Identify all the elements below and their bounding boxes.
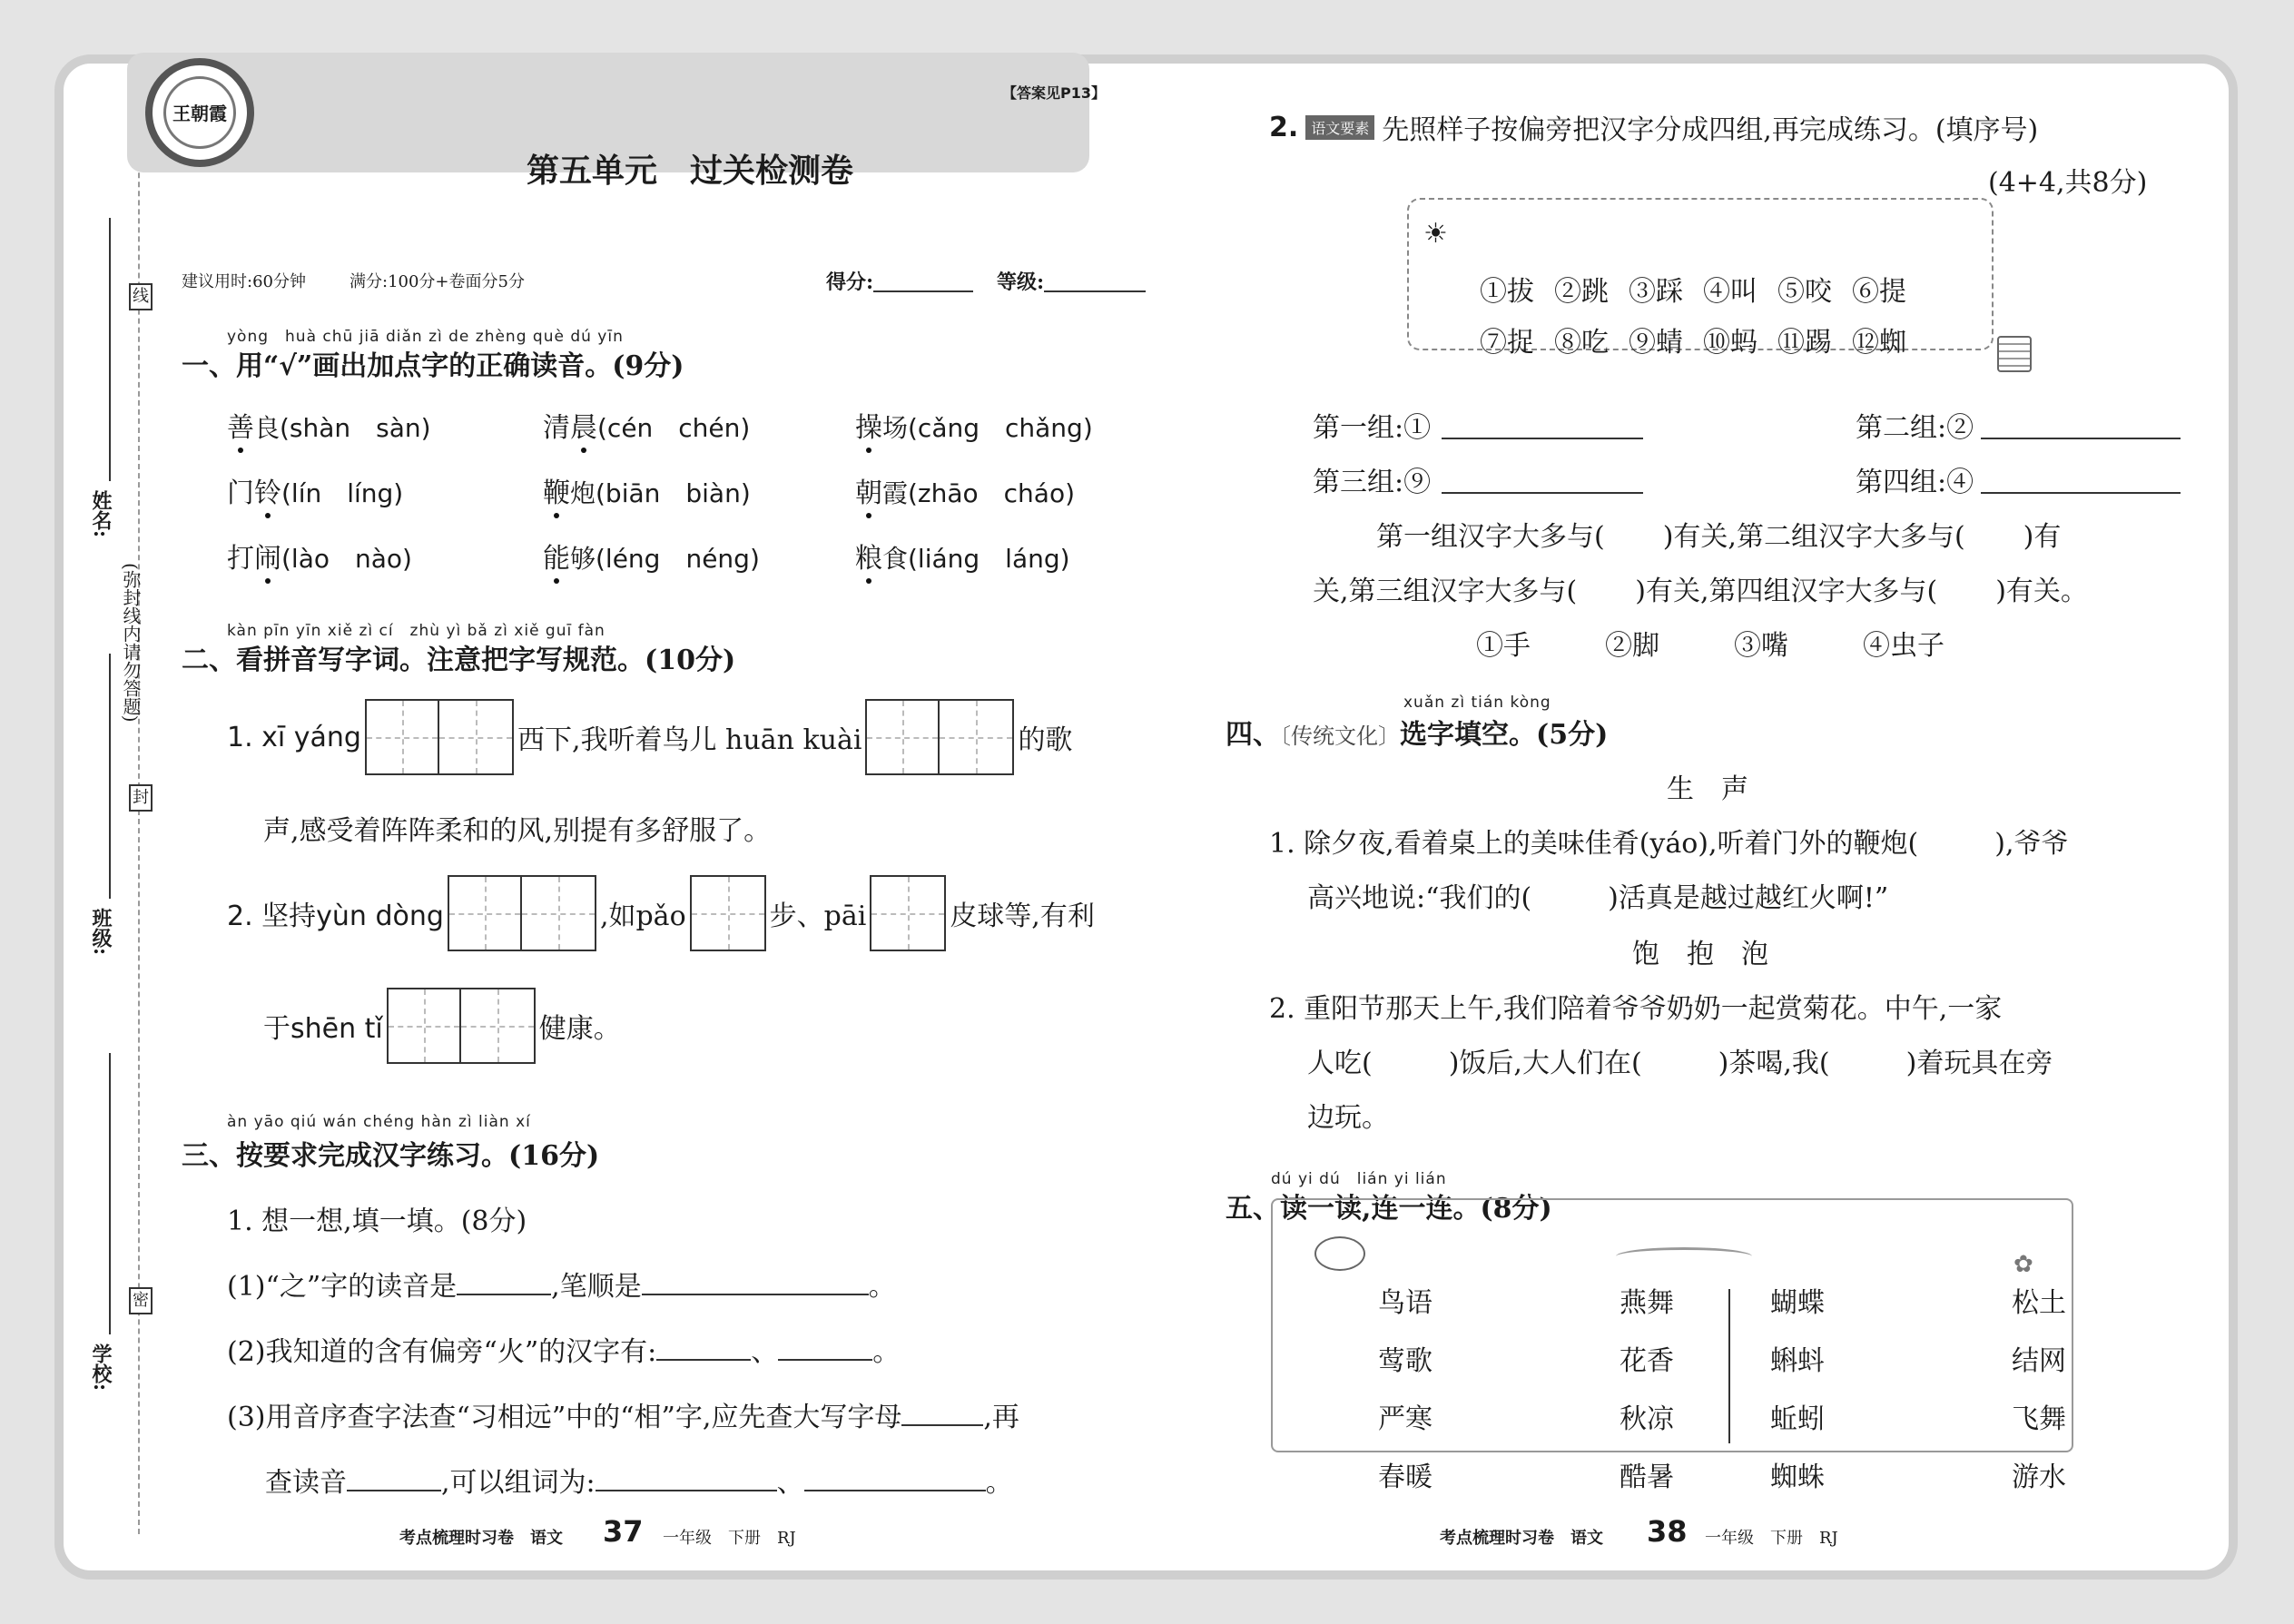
- q1-item[interactable]: [855, 405, 1093, 445]
- binding-mark-feng: 封: [129, 784, 153, 812]
- footer-left-page: 37: [603, 1514, 644, 1549]
- match-col-2: [1620, 1280, 1674, 1494]
- q1-item-options: (cén chén): [597, 413, 751, 443]
- group2-field[interactable]: [1981, 438, 2181, 439]
- class-label: 班级:: [89, 908, 113, 956]
- blank-word-1[interactable]: [596, 1490, 777, 1491]
- q1-item-options: (lào nào): [281, 544, 412, 574]
- char-option: ⑤咬: [1777, 276, 1832, 308]
- q5-heading: 五、读一读,连一连。(8分): [1226, 1193, 1552, 1225]
- q1-dotted-char: 鞭: [543, 477, 570, 509]
- q3-p4-text: 查读音: [265, 1467, 347, 1499]
- group4-field[interactable]: [1981, 492, 2181, 494]
- class-field[interactable]: [109, 654, 111, 899]
- q4-item2-line1: 2. 重阳节那天上午,我们陪着爷爷奶奶一起赏菊花。中午,一家: [1269, 993, 2003, 1025]
- q2-l3-text-b: 健康。: [538, 1013, 621, 1045]
- q1-item[interactable]: [227, 405, 431, 445]
- q3-sub2: [1269, 107, 2038, 147]
- q3-sub1: 1. 想一想,填一填。(8分): [227, 1206, 527, 1237]
- tian-grid-yundong[interactable]: [448, 875, 596, 951]
- char-option: ⑨蜻: [1629, 327, 1683, 359]
- match-item: 游水: [2012, 1462, 2066, 1493]
- match-item: 秋凉: [1620, 1403, 1674, 1435]
- q1-item-options: (lín líng): [281, 478, 404, 508]
- blank-fire-char-1[interactable]: [656, 1359, 751, 1361]
- match-item: 蝴蝶: [1770, 1287, 1825, 1319]
- q4-i2-text-c: )饭后,大人们在(: [1448, 1048, 1642, 1079]
- match-item: 蚯蚓: [1770, 1403, 1825, 1435]
- q1-item[interactable]: [543, 536, 760, 576]
- match-item: 松土: [2012, 1287, 2066, 1319]
- match-col-1: [1378, 1280, 1433, 1494]
- q3-p4: [265, 1460, 1013, 1500]
- fill2-text-b: )有关,第四组汉字大多与(: [1635, 576, 1938, 607]
- q1-dotted-char: 善: [227, 412, 254, 444]
- q3-p3: [227, 1394, 1019, 1434]
- tian-grid-pao[interactable]: [690, 875, 766, 951]
- char-option: ⑫蜘: [1852, 327, 1906, 359]
- radical-options: [1476, 623, 1944, 663]
- q1-item[interactable]: [227, 470, 403, 510]
- school-label: 学校:: [89, 1343, 113, 1392]
- char-row-1: [1480, 269, 1906, 309]
- q3-pinyin: àn yāo qiú wán chéng hàn zì liàn xí: [227, 1113, 531, 1131]
- char-option: ③踩: [1629, 276, 1683, 308]
- q3-p3-text: (3)用音序查字法查“习相远”中的“相”字,应先查大写字母: [227, 1402, 902, 1433]
- q3-sub2-score: (4+4,共8分): [1988, 167, 2148, 199]
- q1-item[interactable]: [855, 536, 1070, 576]
- q1-pinyin: yòng huà chū jiā diǎn zì de zhèng què dú yīn: [227, 328, 624, 346]
- q4-item1-line2: [1307, 875, 1888, 915]
- q3-p1-text-b: ,笔顺是: [551, 1271, 642, 1303]
- match-item: 莺歌: [1378, 1345, 1433, 1377]
- fill-line-2: [1313, 568, 2088, 608]
- name-field[interactable]: [109, 218, 111, 481]
- q4-word-choices-1: 生 声: [1667, 773, 1748, 805]
- char-option: ⑥提: [1852, 276, 1906, 308]
- footer-right-series: 考点梳理时习卷 语文: [1440, 1529, 1603, 1548]
- q4-i1-text-d: )活真是越过越红火啊!”: [1608, 882, 1889, 914]
- q4-word-choices-2: 饱 抱 泡: [1632, 939, 1768, 970]
- blank-fire-char-2[interactable]: [778, 1359, 872, 1361]
- q4-item1-line1: [1269, 821, 2069, 861]
- q4-i1-text-a: 1. 除夕夜,看着桌上的美味佳肴(yáo),听着门外的鞭炮(: [1269, 828, 1919, 860]
- char-option: ②跳: [1554, 276, 1609, 308]
- q2-l1-text-b: 西下,我听着鸟儿 huān kuài: [517, 724, 862, 756]
- q2-l2-text-c: 步、pāi: [769, 901, 867, 932]
- school-field[interactable]: [109, 1053, 111, 1334]
- footer-right-page: 38: [1647, 1514, 1688, 1549]
- q1-heading: 一、用“√”画出加点字的正确读音。(9分): [182, 350, 684, 382]
- binding-mark-mi: 密: [129, 1287, 153, 1314]
- q4-heading-num: 四、: [1226, 719, 1280, 751]
- group1-label: 第一组:①: [1313, 412, 1432, 444]
- tag-yuwen-yaosu: 语文要素: [1305, 115, 1374, 140]
- footer-left-info: 一年级 下册 RJ: [663, 1529, 796, 1548]
- tian-grid-huankuai[interactable]: [865, 699, 1014, 775]
- q2-pinyin: kàn pīn yīn xiě zì cí zhù yì bǎ zì xiě guī fàn: [227, 622, 605, 640]
- q4-heading-text: 选字填空。(5分): [1400, 719, 1609, 751]
- q2-l2-text-d: 皮球等,有利: [950, 901, 1095, 932]
- q1-dotted-char: 粮: [855, 543, 882, 575]
- q4-i2-text-e: )着玩具在旁: [1905, 1048, 2053, 1079]
- q4-item2-line2: [1307, 1040, 2053, 1080]
- q3-p4-sep: 、: [776, 1467, 804, 1499]
- match-item: 春暖: [1378, 1462, 1433, 1493]
- grade-label: 等级:: [997, 271, 1045, 294]
- char-option: ④叫: [1703, 276, 1757, 308]
- q3-p2-sep: 、: [751, 1336, 779, 1368]
- q5-pinyin: dú yi dú lián yi lián: [1271, 1170, 1447, 1188]
- q2-line1: [227, 699, 1072, 775]
- q3-heading: 三、按要求完成汉字练习。(16分): [182, 1140, 600, 1172]
- grade-field[interactable]: [1044, 290, 1146, 292]
- tian-grid-xiyang[interactable]: [365, 699, 514, 775]
- q1-item-options: 场(cǎng chǎng): [882, 413, 1093, 443]
- q1-item[interactable]: [855, 470, 1075, 510]
- q3-sub2-text: 先照样子按偏旁把汉字分成四组,再完成练习。(填序号): [1382, 114, 2039, 146]
- q1-item-options: 够(léng néng): [570, 544, 760, 574]
- q4-i2-text-b: 人吃(: [1307, 1048, 1373, 1079]
- match-col-4: [2012, 1280, 2066, 1494]
- footer-right-info: 一年级 下册 RJ: [1705, 1529, 1838, 1548]
- time-suggest: 建议用时:60分钟: [182, 272, 306, 291]
- q1-item-options: 炮(biān biàn): [570, 478, 751, 508]
- binding-mark-xian: 线: [129, 283, 153, 310]
- q2-line3: [263, 988, 621, 1064]
- radical-option: ④虫子: [1863, 630, 1944, 662]
- score-label: 得分:: [826, 271, 874, 294]
- match-item: 严寒: [1378, 1403, 1433, 1435]
- q1-item[interactable]: [543, 470, 751, 510]
- q4-i2-text-d: )茶喝,我(: [1718, 1048, 1830, 1079]
- full-score: 满分:100分+卷面分5分: [350, 272, 525, 291]
- group2-label: 第二组:②: [1856, 412, 1974, 444]
- q1-item[interactable]: [227, 536, 412, 576]
- blank-zhi-pinyin[interactable]: [457, 1294, 551, 1295]
- group3-field[interactable]: [1442, 492, 1643, 494]
- fill-line-1: [1376, 514, 2061, 554]
- char-option: ⑧吃: [1554, 327, 1609, 359]
- group3-label: 第三组:⑨: [1313, 467, 1432, 498]
- match-item: 燕舞: [1620, 1287, 1674, 1319]
- radical-option: ①手: [1476, 630, 1531, 662]
- radical-option: ②脚: [1605, 630, 1659, 662]
- q3-p4-end: 。: [985, 1467, 1013, 1499]
- char-row-2: [1480, 320, 1906, 359]
- q3-p2-end: 。: [872, 1336, 901, 1368]
- match-col-3: [1770, 1280, 1825, 1494]
- q1-item-options: 霞(zhāo cháo): [882, 478, 1076, 508]
- q1-item-prefix: 打: [227, 543, 254, 575]
- q1-item-options: 良(shàn sàn): [254, 413, 431, 443]
- char-option: ⑩蚂: [1703, 327, 1757, 359]
- q3-p2-text: (2)我知道的含有偏旁“火”的汉字有:: [227, 1336, 657, 1368]
- fill1-text-a: 第一组汉字大多与(: [1376, 521, 1605, 553]
- q3-p1-end: 。: [868, 1271, 896, 1303]
- blank-capital-letter[interactable]: [901, 1424, 983, 1426]
- q2-heading: 二、看拼音写字词。注意把字写规范。(10分): [182, 645, 736, 676]
- radical-option: ③嘴: [1734, 630, 1788, 662]
- char-option: ①拔: [1480, 276, 1534, 308]
- q1-item[interactable]: [543, 405, 750, 445]
- tag-traditional-culture: 〔传统文化〕: [1280, 723, 1400, 749]
- match-item: 酷暑: [1620, 1462, 1674, 1493]
- match-item: 蝌蚪: [1770, 1345, 1825, 1377]
- match-item: 结网: [2012, 1345, 2066, 1377]
- logo-text: 王朝霞: [163, 76, 236, 149]
- footer-left-series: 考点梳理时习卷 语文: [399, 1529, 563, 1548]
- q3-p4-text-b: ,可以组词为:: [441, 1467, 596, 1499]
- match-item: 花香: [1620, 1345, 1674, 1377]
- group1-field[interactable]: [1442, 438, 1643, 439]
- matching-divider: [1728, 1289, 1730, 1443]
- fill2-text-c: )有关。: [1995, 576, 2088, 607]
- group4-label: 第四组:④: [1856, 467, 1974, 498]
- q2-l1-text-a: 1. xī yáng: [227, 721, 361, 753]
- q3-sub2-num: 2.: [1269, 111, 1299, 143]
- q1-item-options: 食(liáng láng): [882, 544, 1070, 574]
- q2-l2-text-a: 2. 坚持yùn dòng: [227, 901, 444, 932]
- q2-l1-continue: 声,感受着阵阵柔和的风,别提有多舒服了。: [263, 815, 772, 847]
- blank-reading[interactable]: [347, 1490, 441, 1491]
- fill1-text-c: )有: [2023, 521, 2062, 553]
- q2-l3-text-a: 于shēn tǐ: [263, 1013, 383, 1045]
- blank-word-2[interactable]: [804, 1490, 986, 1491]
- q1-dotted-char: 能: [543, 543, 570, 575]
- books-icon: [1997, 336, 2032, 372]
- q3-p1: [227, 1264, 896, 1304]
- q4-heading: [1226, 712, 1608, 752]
- q1-item-prefix: 清: [543, 412, 570, 444]
- flower-doodle-icon: ✿: [2013, 1251, 2033, 1278]
- char-option: ⑦捉: [1480, 327, 1534, 359]
- binding-note: (弥封线内请勿答题): [120, 563, 142, 723]
- q1-dotted-char: 晨: [570, 412, 597, 444]
- tian-grid-shenti[interactable]: [387, 988, 536, 1064]
- match-item: 鸟语: [1378, 1287, 1433, 1319]
- q4-i1-text-c: 高兴地说:“我们的(: [1307, 882, 1532, 914]
- q1-dotted-char: 闹: [254, 543, 281, 575]
- q1-dotted-char: 操: [855, 412, 882, 444]
- char-option: ⑪踢: [1777, 327, 1832, 359]
- score-field[interactable]: [873, 290, 973, 292]
- q4-item2-line3: 边玩。: [1307, 1102, 1389, 1134]
- q3-p3-end: ,再: [983, 1402, 1019, 1433]
- q3-p1-text: (1)“之”字的读音是: [227, 1271, 458, 1303]
- publisher-logo: [145, 58, 254, 167]
- blank-zhi-stroke[interactable]: [642, 1294, 869, 1295]
- q2-l2-text-b: ,如pǎo: [599, 901, 686, 932]
- q1-dotted-char: 铃: [254, 477, 281, 509]
- name-label: 姓名:: [89, 490, 113, 538]
- q1-dotted-char: 朝: [855, 477, 882, 509]
- q2-l1-text-c: 的歌: [1018, 724, 1073, 756]
- q3-p2: [227, 1329, 900, 1369]
- q1-item-prefix: 门: [227, 477, 254, 509]
- fill1-text-b: )有关,第二组汉字大多与(: [1662, 521, 1965, 553]
- q4-pinyin: xuǎn zì tián kòng: [1403, 694, 1551, 712]
- page-title: 第五单元 过关检测卷: [527, 153, 854, 190]
- q2-line2: [227, 875, 1095, 951]
- answer-reference: 【答案见P13】: [1002, 84, 1106, 102]
- match-item: 飞舞: [2012, 1403, 2066, 1435]
- sun-doodle-icon: ☀: [1423, 218, 1448, 250]
- tian-grid-pai[interactable]: [870, 875, 946, 951]
- q4-i1-text-b: ),爷爷: [1994, 828, 2069, 860]
- fill2-text-a: 关,第三组汉字大多与(: [1313, 576, 1578, 607]
- match-item: 蜘蛛: [1770, 1462, 1825, 1493]
